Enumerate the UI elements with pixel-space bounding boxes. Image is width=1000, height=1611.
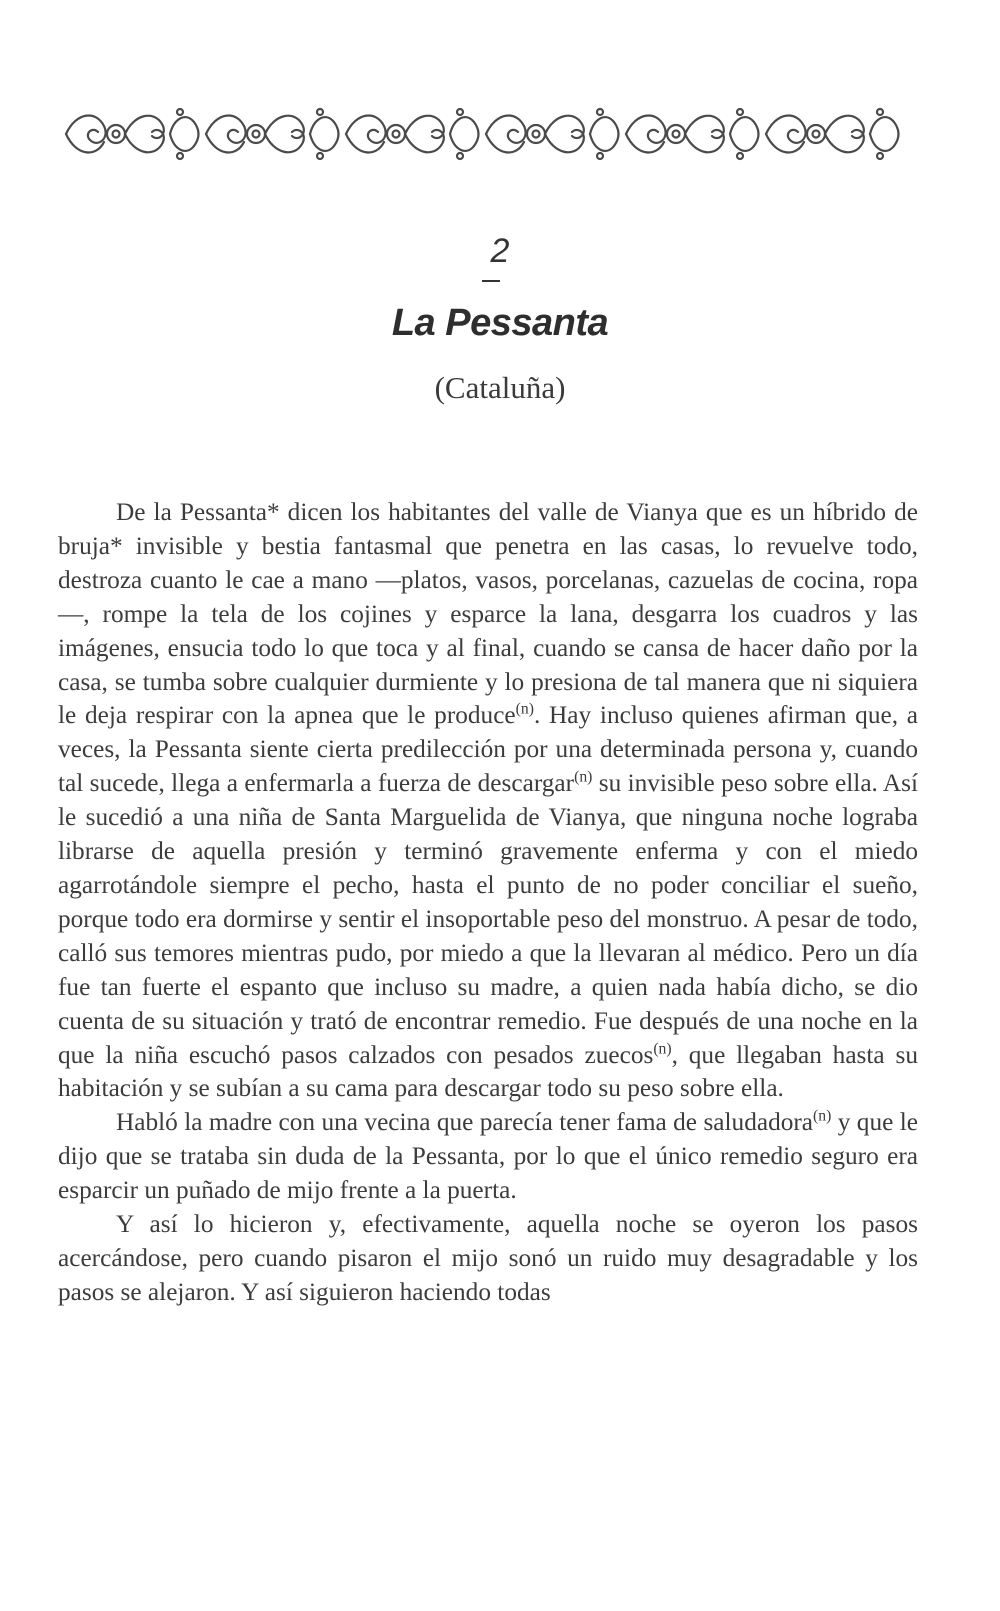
- paragraph: [58, 496, 918, 1106]
- paragraph-text: su invisible peso sobre ella. Así le sucedió a una niña de Santa Marguelida de Vianya, que ninguna noche lograba librarse de aquella presión y terminó gravemente enferma y con el miedo agarrotándole siempre el pecho, hasta el punto de no poder conciliar el sueño, porque todo era dormirse y sentir el insoportable peso del monstruo. A pesar de todo, calló sus temores mientras pudo, por miedo a que la llevaran al médico. Pero un día fue tan fuerte el espanto que incluso su madre, a quien nada había dicho, se dio cuenta de su situación y trató de encontrar remedio. Fue después de una noche en la que la niña escuchó pasos calzados con pesados zuecos: [58, 769, 918, 1069]
- footnote-marker: (n): [813, 1107, 832, 1125]
- paragraph-text: Y así lo hicieron y, efectivamente, aquella noche se oyeron los pasos acercándose, pero cuando pisaron el mijo sonó un ruido muy desagradable y los pasos se alejaron. Y así siguieron haciendo todas: [58, 1210, 918, 1306]
- floral-ornament-icon: [62, 98, 922, 170]
- paragraph: [58, 1208, 918, 1310]
- paragraph-text: Habló la madre con una vecina que parecía tener fama de saludadora: [116, 1108, 814, 1137]
- paragraph-text: , que llegaban hasta su habitación y se subían a su cama para descargar todo su peso sobre ella.: [58, 1040, 918, 1103]
- chapter-subtitle: (Cataluña): [434, 370, 566, 405]
- chapter-number: 2: [490, 232, 510, 270]
- body-text: [58, 496, 918, 1310]
- chapter-number-underline: [482, 280, 500, 282]
- paragraph-text: y que le dijo que se trataba sin duda de la Pessanta, por lo que el único remedio seguro era esparcir un puñado de mijo frente a la puerta.: [58, 1108, 918, 1205]
- footnote-marker: (n): [574, 768, 593, 786]
- footnote-marker: (n): [515, 701, 534, 719]
- paragraph-text: De la Pessanta* dicen los habitantes del valle de Vianya que es un híbrido de bruja* invisible y bestia fantasmal que penetra en las casas, lo revuelve todo, destroza cuanto le cae a mano —platos, vasos, porcelanas, cazuelas de cocina, ropa—, rompe la tela de los cojines y esparce la lana, desgarra los cuadros y las imágenes, ensucia todo lo que toca y al final, cuando se cansa de hacer daño por la casa, se tumba sobre cualquier durmiente y lo presiona de tal manera que ni siquiera le deja respirar con la apnea que le produce: [58, 498, 918, 730]
- paragraph: [58, 1106, 918, 1208]
- paragraph-text: . Hay incluso quienes afirman que, a veces, la Pessanta siente cierta predilección por una determinada persona y, cuando tal sucede, llega a enfermarla a fuerza de descargar: [58, 701, 919, 798]
- chapter-title: La Pessanta: [391, 302, 609, 344]
- footnote-marker: (n): [653, 1040, 672, 1058]
